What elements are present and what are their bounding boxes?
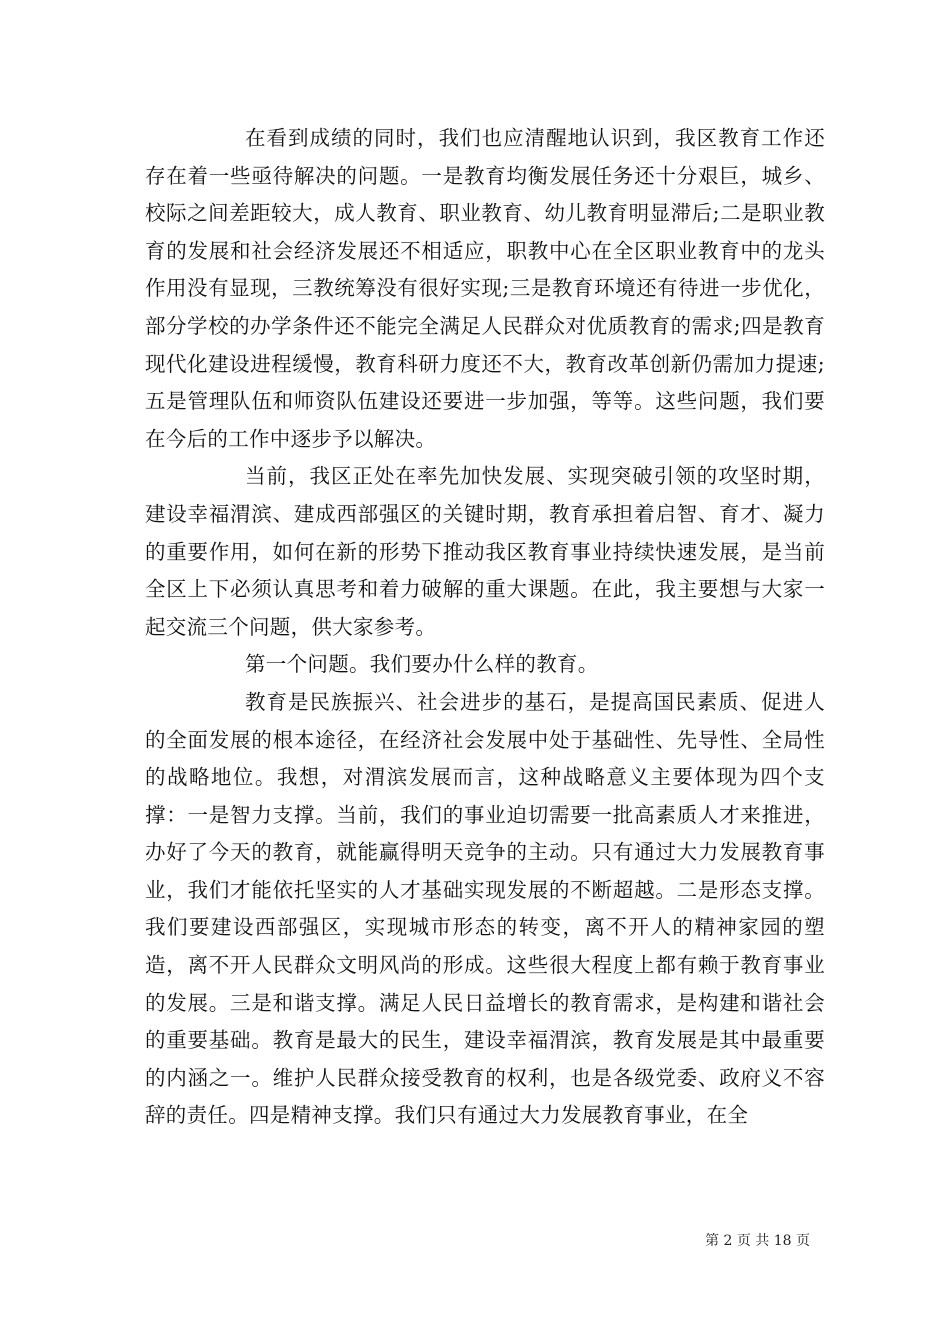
paragraph-education-role: 教育是民族振兴、社会进步的基石，是提高国民素质、促进人的全面发展的根本途径，在经济社会发展中处于基础性、先导性、全局性的战略地位。我想，对渭滨发展而言，这种战略意义主要体现为四个支撑：一是智力支撑。当前，我们的事业迫切需要一批高素质人才来推进，办好了今天的教育，就能赢得明天竞争的主动。只有通过大力发展教育事业，我们才能依托坚实的人才基础实现发展的不断超越。二是形态支撑。我们要建设西部强区，实现城市形态的转变，离不开人的精神家园的塑造，离不开人民群众文明风尚的形成。这些很大程度上都有赖于教育事业的发展。三是和谐支撑。满足人民日益增长的教育需求，是构建和谐社会的重要基础。教育是最大的民生，建设幸福渭滨，教育发展是其中最重要的内涵之一。维护人民群众接受教育的权利，也是各级党委、政府义不容辞的责任。四是精神支撑。我们只有通过大力发展教育事业，在全 — [145, 689, 825, 1128]
paragraph-current-situation: 当前，我区正处在率先加快发展、实现突破引领的攻坚时期，建设幸福渭滨、建成西部强区的关键时期，教育承担着启智、育才、凝力的重要作用，如何在新的形势下推动我区教育事业持续快速发展，是当前全区上下必须认真思考和着力破解的重大课题。在此，我主要想与大家一起交流三个问题，供大家参考。 — [145, 464, 825, 639]
body-text — [145, 120, 825, 1135]
page-number-footer: 第 2 页 共 18 页 — [705, 1233, 810, 1249]
paragraph-problems: 在看到成绩的同时，我们也应清醒地认识到，我区教育工作还存在着一些亟待解决的问题。一是教育均衡发展任务还十分艰巨，城乡、校际之间差距较大，成人教育、职业教育、幼儿教育明显滞后;二是职业教育的发展和社会经济发展还不相适应，职教中心在全区职业教育中的龙头作用没有显现，三教统筹没有很好实现;三是教育环境还有待进一步优化，部分学校的办学条件还不能完全满足人民群众对优质教育的需求;四是教育现代化建设进程缓慢，教育科研力度还不大，教育改革创新仍需加力提速;五是管理队伍和师资队伍建设还要进一步加强，等等。这些问题，我们要在今后的工作中逐步予以解决。 — [145, 126, 825, 451]
paragraph-first-question-heading: 第一个问题。我们要办什么样的教育。 — [245, 652, 599, 677]
